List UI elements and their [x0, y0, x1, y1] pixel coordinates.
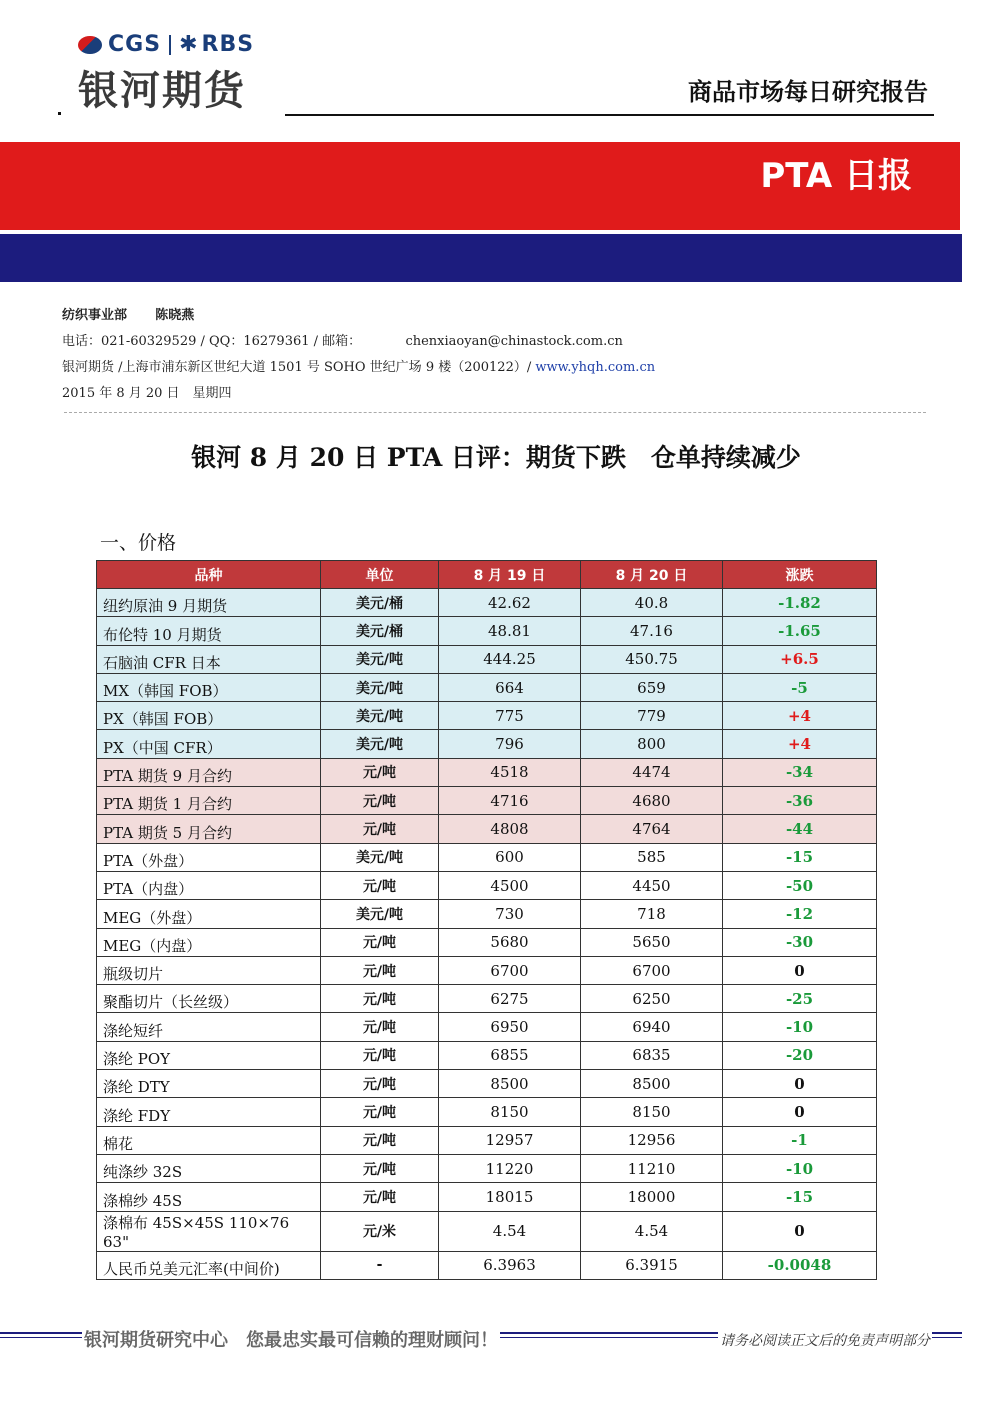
cell-change: -44 — [723, 815, 877, 843]
table-row — [97, 787, 877, 815]
cell-aug20: 8500 — [581, 1070, 723, 1098]
cell-aug20: 800 — [581, 730, 723, 758]
author-line — [62, 304, 194, 323]
cell-variety: MEG（外盘） — [97, 900, 321, 928]
logo-rbs-text: RBS — [201, 32, 255, 57]
cell-change: 0 — [723, 1211, 877, 1251]
table-row — [97, 1098, 877, 1126]
cell-change: -36 — [723, 787, 877, 815]
cell-unit: 元/吨 — [321, 1126, 439, 1154]
cell-variety: PTA（内盘） — [97, 871, 321, 899]
cell-aug19: 796 — [439, 730, 581, 758]
author-dept: 纺织事业部 — [62, 308, 128, 323]
cell-unit: 元/吨 — [321, 985, 439, 1013]
table-row — [97, 1070, 877, 1098]
logo-cgs-text: CGS — [108, 32, 162, 57]
cell-unit: 美元/桶 — [321, 589, 439, 617]
cell-unit: 元/吨 — [321, 1041, 439, 1069]
cell-variety: 人民币兑美元汇率(中间价) — [97, 1251, 321, 1279]
cell-aug19: 18015 — [439, 1183, 581, 1211]
price-table-body — [97, 589, 877, 1280]
report-date: 2015 年 8 月 20 日 星期四 — [62, 386, 232, 401]
cell-aug20: 11210 — [581, 1154, 723, 1182]
cell-unit: 美元/桶 — [321, 617, 439, 645]
cell-variety: 涤纶短纤 — [97, 1013, 321, 1041]
report-headline: 银河 8 月 20 日 PTA 日评：期货下跌 仓单持续减少 — [191, 443, 801, 472]
cell-aug19: 4518 — [439, 758, 581, 786]
cell-aug19: 6275 — [439, 985, 581, 1013]
company-logo — [78, 32, 254, 116]
cell-unit: 元/吨 — [321, 956, 439, 984]
cell-aug19: 730 — [439, 900, 581, 928]
cell-variety: MX（韩国 FOB） — [97, 673, 321, 701]
table-row — [97, 985, 877, 1013]
cell-variety: 纯涤纱 32S — [97, 1154, 321, 1182]
cell-aug19: 8500 — [439, 1070, 581, 1098]
cell-unit: 元/吨 — [321, 1154, 439, 1182]
table-row — [97, 815, 877, 843]
cell-variety: 涤纶 POY — [97, 1041, 321, 1069]
cell-change: -15 — [723, 843, 877, 871]
cell-variety: PTA 期货 9 月合约 — [97, 758, 321, 786]
cell-variety: 纽约原油 9 月期货 — [97, 589, 321, 617]
cell-change: 0 — [723, 1098, 877, 1126]
cell-unit: 美元/吨 — [321, 843, 439, 871]
table-row — [97, 645, 877, 673]
cell-aug20: 18000 — [581, 1183, 723, 1211]
company-address: 银河期货 /上海市浦东新区世纪大道 1501 号 SOHO 世纪广场 9 楼（200122）/ — [62, 360, 536, 375]
cell-change: -10 — [723, 1013, 877, 1041]
cell-variety: PX（韩国 FOB） — [97, 702, 321, 730]
cell-aug20: 4450 — [581, 871, 723, 899]
cell-aug20: 12956 — [581, 1126, 723, 1154]
logo-divider — [169, 35, 171, 55]
dashed-divider — [64, 412, 926, 413]
header-unit: 单位 — [321, 561, 439, 589]
cell-aug19: 6950 — [439, 1013, 581, 1041]
cell-change: -25 — [723, 985, 877, 1013]
table-row — [97, 1126, 877, 1154]
cell-variety: PTA 期货 5 月合约 — [97, 815, 321, 843]
cell-unit: 元/吨 — [321, 1098, 439, 1126]
cell-variety: 涤棉纱 45S — [97, 1183, 321, 1211]
cell-aug19: 5680 — [439, 928, 581, 956]
header-dot — [58, 112, 61, 115]
cell-unit: 元/吨 — [321, 815, 439, 843]
cell-change: +4 — [723, 730, 877, 758]
cell-change: 0 — [723, 956, 877, 984]
cell-aug20: 6250 — [581, 985, 723, 1013]
cell-variety: 涤纶 FDY — [97, 1098, 321, 1126]
cell-aug20: 6940 — [581, 1013, 723, 1041]
cell-aug20: 4680 — [581, 787, 723, 815]
table-row — [97, 928, 877, 956]
author-name: 陈晓燕 — [155, 308, 195, 323]
cell-variety: 布伦特 10 月期货 — [97, 617, 321, 645]
price-table-header — [97, 561, 877, 589]
title-blue-band — [0, 234, 962, 282]
logo-chinese-name: 银河期货 — [78, 68, 246, 114]
cell-aug19: 4808 — [439, 815, 581, 843]
address-line — [62, 356, 655, 375]
table-row — [97, 1183, 877, 1211]
cell-unit: 元/吨 — [321, 928, 439, 956]
table-row — [97, 589, 877, 617]
cell-unit: 元/吨 — [321, 1013, 439, 1041]
cell-aug20: 718 — [581, 900, 723, 928]
cell-change: -50 — [723, 871, 877, 899]
cell-variety: 石脑油 CFR 日本 — [97, 645, 321, 673]
header-aug20: 8 月 20 日 — [581, 561, 723, 589]
cell-aug19: 6.3963 — [439, 1251, 581, 1279]
table-row — [97, 1211, 877, 1251]
table-row — [97, 758, 877, 786]
cell-aug20: 4474 — [581, 758, 723, 786]
cell-aug20: 6700 — [581, 956, 723, 984]
cell-change: +4 — [723, 702, 877, 730]
cell-aug19: 775 — [439, 702, 581, 730]
cell-unit: 美元/吨 — [321, 673, 439, 701]
cell-unit: 元/吨 — [321, 871, 439, 899]
cell-aug19: 6855 — [439, 1041, 581, 1069]
cell-aug19: 48.81 — [439, 617, 581, 645]
cell-aug20: 6835 — [581, 1041, 723, 1069]
cell-change: -10 — [723, 1154, 877, 1182]
cell-unit: 美元/吨 — [321, 645, 439, 673]
table-row — [97, 617, 877, 645]
rbs-star-icon: ✱ — [179, 32, 199, 57]
cell-change: -0.0048 — [723, 1251, 877, 1279]
cell-variety: 涤纶 DTY — [97, 1070, 321, 1098]
cell-variety: MEG（内盘） — [97, 928, 321, 956]
cell-aug19: 8150 — [439, 1098, 581, 1126]
footer-slogan: 银河期货研究中心 您最忠实最可信赖的理财顾问！ — [82, 1326, 500, 1352]
cell-change: -34 — [723, 758, 877, 786]
table-row — [97, 1154, 877, 1182]
cell-aug20: 4.54 — [581, 1211, 723, 1251]
cell-change: -30 — [723, 928, 877, 956]
table-row — [97, 673, 877, 701]
cell-change: +6.5 — [723, 645, 877, 673]
cell-change: -1.65 — [723, 617, 877, 645]
table-row — [97, 1251, 877, 1279]
cell-aug20: 779 — [581, 702, 723, 730]
cell-aug19: 4716 — [439, 787, 581, 815]
cell-unit: 元/吨 — [321, 787, 439, 815]
cell-unit: - — [321, 1251, 439, 1279]
table-row — [97, 871, 877, 899]
cell-change: -20 — [723, 1041, 877, 1069]
cell-aug20: 5650 — [581, 928, 723, 956]
website-link[interactable]: www.yhqh.com.cn — [535, 360, 656, 375]
cell-aug19: 4.54 — [439, 1211, 581, 1251]
cell-variety: 棉花 — [97, 1126, 321, 1154]
cell-aug20: 47.16 — [581, 617, 723, 645]
contact-line — [62, 330, 623, 349]
header-rule — [285, 114, 934, 116]
cell-aug20: 6.3915 — [581, 1251, 723, 1279]
price-table — [96, 560, 877, 1280]
cell-unit: 元/吨 — [321, 1070, 439, 1098]
header-change: 涨跌 — [723, 561, 877, 589]
section-title-price: 一、价格 — [100, 532, 177, 554]
table-row — [97, 956, 877, 984]
table-row — [97, 843, 877, 871]
cell-aug19: 6700 — [439, 956, 581, 984]
author-email[interactable]: chenxiaoyan@chinastock.com.cn — [405, 334, 623, 349]
table-row — [97, 1041, 877, 1069]
cell-unit: 美元/吨 — [321, 702, 439, 730]
cell-aug19: 12957 — [439, 1126, 581, 1154]
table-row — [97, 1013, 877, 1041]
cell-unit: 元/吨 — [321, 758, 439, 786]
cell-variety: PTA 期货 1 月合约 — [97, 787, 321, 815]
cell-aug19: 42.62 — [439, 589, 581, 617]
cell-variety: PTA（外盘） — [97, 843, 321, 871]
contact-info: 电话：021-60329529 / QQ：16279361 / 邮箱： — [62, 334, 362, 349]
header-aug19: 8 月 19 日 — [439, 561, 581, 589]
cell-aug20: 585 — [581, 843, 723, 871]
cell-change: -5 — [723, 673, 877, 701]
header-variety: 品种 — [97, 561, 321, 589]
cell-variety: PX（中国 CFR） — [97, 730, 321, 758]
table-row — [97, 702, 877, 730]
cell-aug19: 4500 — [439, 871, 581, 899]
cell-aug20: 8150 — [581, 1098, 723, 1126]
cell-aug19: 444.25 — [439, 645, 581, 673]
cell-variety: 涤棉布 45S×45S 110×76 63" — [97, 1211, 321, 1251]
cell-variety: 瓶级切片 — [97, 956, 321, 984]
cgs-swoosh-icon — [78, 36, 102, 54]
cell-change: -12 — [723, 900, 877, 928]
cell-change: 0 — [723, 1070, 877, 1098]
logo-brand-row — [78, 32, 254, 57]
cell-aug20: 450.75 — [581, 645, 723, 673]
cell-aug20: 40.8 — [581, 589, 723, 617]
cell-variety: 聚酯切片（长丝级） — [97, 985, 321, 1013]
cell-aug20: 4764 — [581, 815, 723, 843]
table-row — [97, 730, 877, 758]
cell-change: -1 — [723, 1126, 877, 1154]
cell-unit: 元/米 — [321, 1211, 439, 1251]
cell-change: -1.82 — [723, 589, 877, 617]
cell-unit: 美元/吨 — [321, 730, 439, 758]
daily-report-title: PTA 日报 — [760, 156, 912, 196]
table-row — [97, 900, 877, 928]
cell-change: -15 — [723, 1183, 877, 1211]
cell-aug19: 11220 — [439, 1154, 581, 1182]
cell-unit: 元/吨 — [321, 1183, 439, 1211]
cell-aug20: 659 — [581, 673, 723, 701]
report-title: 商品市场每日研究报告 — [688, 78, 928, 106]
cell-aug19: 664 — [439, 673, 581, 701]
cell-unit: 美元/吨 — [321, 900, 439, 928]
cell-aug19: 600 — [439, 843, 581, 871]
footer-disclaimer: 请务必阅读正文后的免责声明部分 — [718, 1330, 932, 1350]
